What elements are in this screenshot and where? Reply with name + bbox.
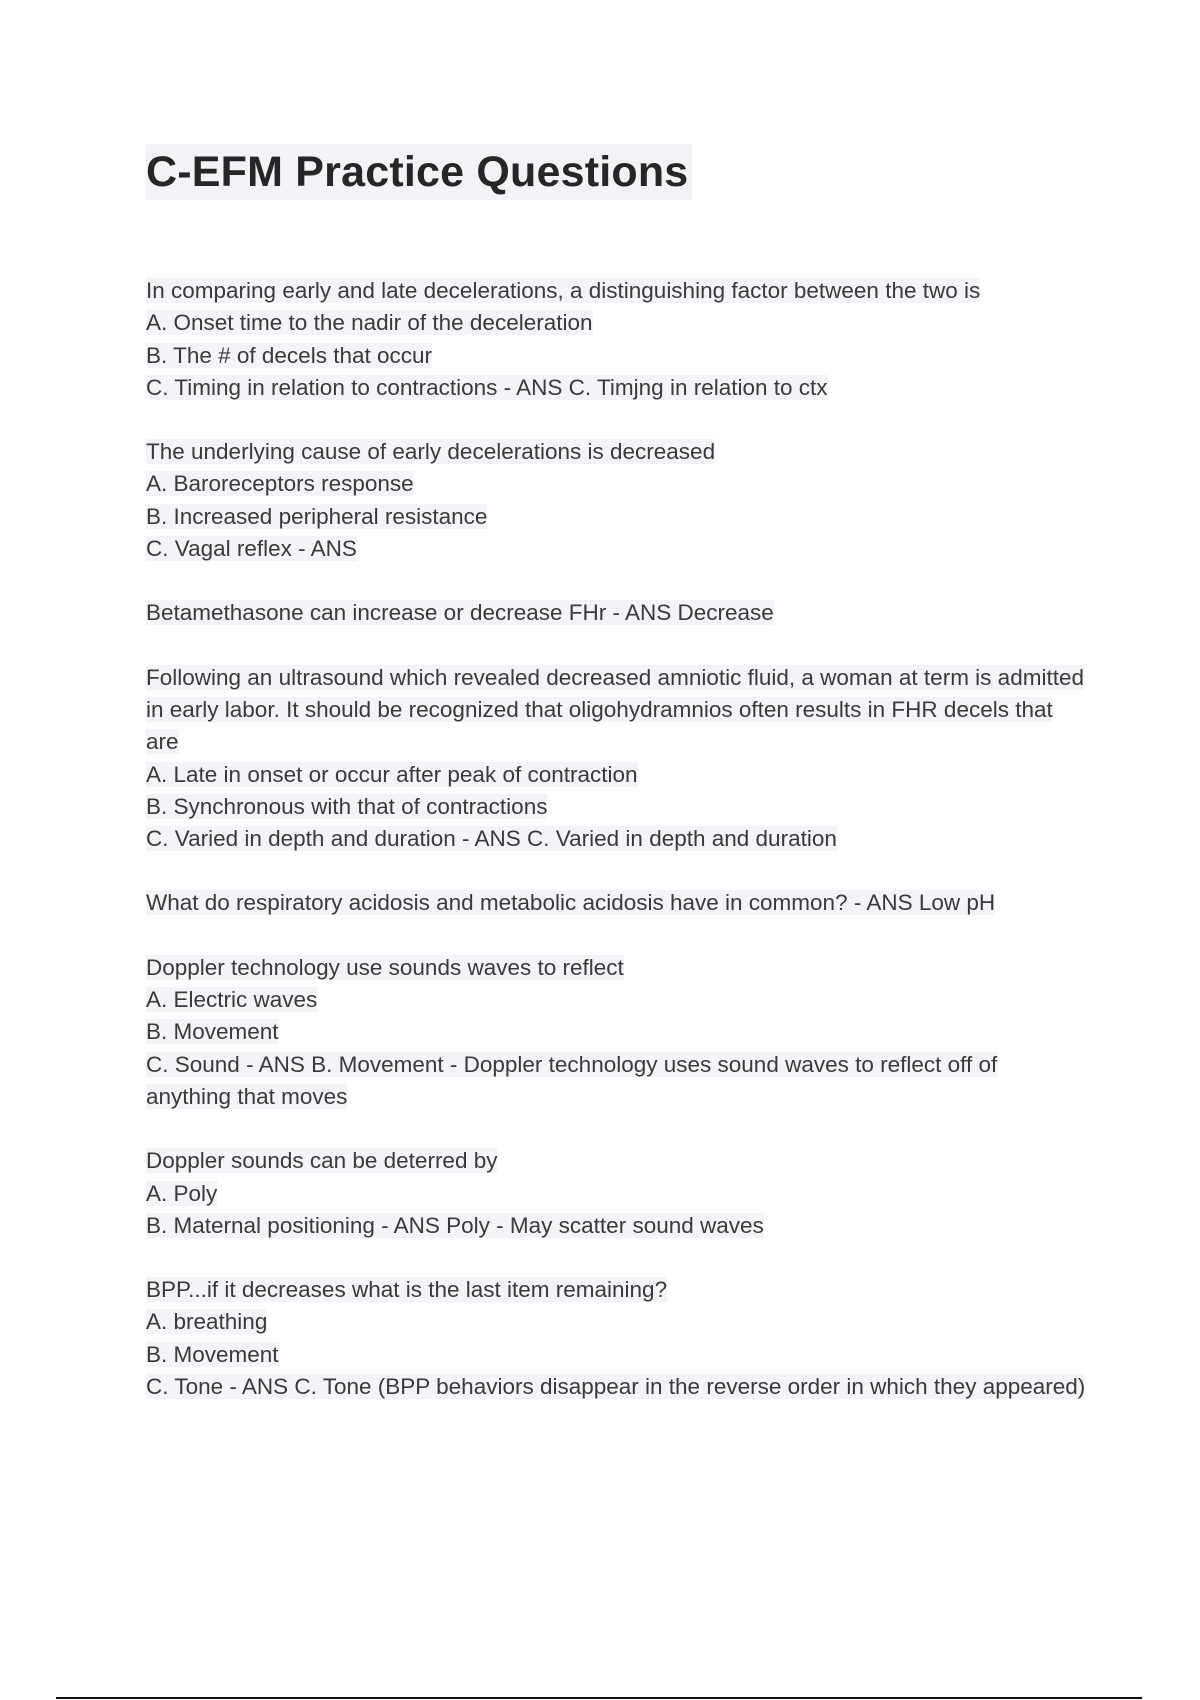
answer-option: A. Baroreceptors response bbox=[146, 471, 414, 497]
answer-option: A. breathing bbox=[146, 1309, 268, 1335]
answer-option: B. Movement bbox=[146, 1341, 279, 1367]
question-block bbox=[146, 662, 1086, 856]
questions-list bbox=[146, 275, 1086, 1435]
answer-option: A. Late in onset or occur after peak of contraction bbox=[146, 761, 638, 787]
question-block bbox=[146, 1274, 1086, 1403]
answer-option: C. Tone - ANS C. Tone (BPP behaviors disappear in the reverse order in which they appeared) bbox=[146, 1374, 1086, 1400]
question-block bbox=[146, 597, 1086, 629]
question-text: Doppler sounds can be deterred by bbox=[146, 1148, 498, 1174]
answer-option: A. Onset time to the nadir of the deceleration bbox=[146, 310, 593, 336]
answer-option: B. Movement bbox=[146, 1019, 279, 1045]
question-text: What do respiratory acidosis and metabolic acidosis have in common? - ANS Low pH bbox=[146, 890, 996, 916]
answer-option: A. Electric waves bbox=[146, 987, 318, 1013]
answer-option: C. Vagal reflex - ANS bbox=[146, 536, 357, 562]
footer-divider bbox=[56, 1697, 1142, 1699]
answer-option: C. Timing in relation to contractions - ANS C. Timjng in relation to ctx bbox=[146, 374, 828, 400]
question-block bbox=[146, 1145, 1086, 1242]
answer-option: B. Increased peripheral resistance bbox=[146, 503, 488, 529]
question-text: Betamethasone can increase or decrease FHr - ANS Decrease bbox=[146, 600, 774, 626]
question-block bbox=[146, 887, 1086, 919]
answer-option: A. Poly bbox=[146, 1180, 218, 1206]
question-text: In comparing early and late decelerations, a distinguishing factor between the two is bbox=[146, 278, 981, 303]
question-text: Following an ultrasound which revealed decreased amniotic fluid, a woman at term is admitted in early labor. It should be recognized that oligohydramnios often results in FHR decels that are bbox=[146, 664, 1084, 755]
question-text: Doppler technology use sounds waves to reflect bbox=[146, 954, 624, 980]
answer-option: C. Varied in depth and duration - ANS C. Varied in depth and duration bbox=[146, 826, 837, 852]
answer-option: B. The # of decels that occur bbox=[146, 342, 432, 368]
question-text: BPP...if it decreases what is the last item remaining? bbox=[146, 1277, 668, 1303]
page-title: C-EFM Practice Questions bbox=[146, 144, 692, 200]
question-block bbox=[146, 952, 1086, 1113]
answer-option: B. Synchronous with that of contractions bbox=[146, 793, 548, 819]
question-block bbox=[146, 275, 1086, 404]
answer-option: B. Maternal positioning - ANS Poly - May scatter sound waves bbox=[146, 1212, 764, 1238]
answer-option: C. Sound - ANS B. Movement - Doppler technology uses sound waves to reflect off of anything that moves bbox=[146, 1051, 998, 1109]
question-text: The underlying cause of early decelerations is decreased bbox=[146, 439, 716, 465]
question-block bbox=[146, 436, 1086, 565]
